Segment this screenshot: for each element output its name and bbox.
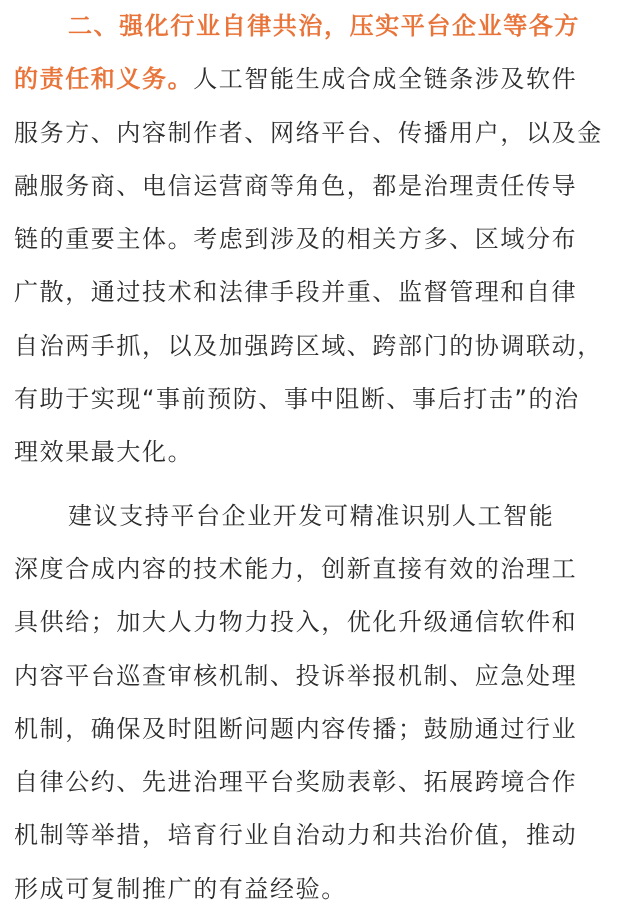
paragraph-1-line-9: 理效果最大化。 bbox=[14, 438, 194, 467]
paragraph-1-line-2-text: 人工智能生成合成全链条涉及软件 bbox=[193, 65, 578, 94]
paragraph-1-line-6: 广散，通过技术和法律手段并重、监督管理和自律 bbox=[14, 278, 578, 307]
paragraph-2-line-2: 深度合成内容的技术能力，创新直接有效的治理工 bbox=[14, 554, 578, 583]
paragraph-1-line-3: 服务方、内容制作者、网络平台、传播用户，以及金 bbox=[14, 118, 603, 147]
paragraph-1-line-1 bbox=[14, 0, 617, 53]
section-heading-part-1: 二、强化行业自律共治，压实平台企业等各方 bbox=[68, 12, 580, 40]
paragraph-1-line-5: 链的重要主体。考虑到涉及的相关方多、区域分布 bbox=[14, 225, 578, 254]
paragraph-1-line-4: 融服务商、电信运营商等角色，都是治理责任传导 bbox=[14, 171, 578, 200]
paragraph-2-line-6: 自律公约、先进治理平台奖励表彰、拓展跨境合作 bbox=[14, 768, 578, 797]
article-body bbox=[14, 0, 617, 916]
paragraph-2-line-3: 具供给；加大人力物力投入，优化升级通信软件和 bbox=[14, 608, 578, 637]
paragraph-1-line-7: 自治两手抓，以及加强跨区域、跨部门的协调联动， bbox=[14, 331, 603, 360]
paragraph-1-line-8: 有助于实现“事前预防、事中阻断、事后打击”的治 bbox=[14, 385, 580, 414]
paragraph-2-line-8: 形成可复制推广的有益经验。 bbox=[14, 874, 347, 903]
paragraph-2-line-5: 机制，确保及时阻断问题内容传播；鼓励通过行业 bbox=[14, 714, 578, 743]
paragraph-2 bbox=[14, 490, 617, 916]
paragraph-2-line-4: 内容平台巡查审核机制、投诉举报机制、应急处理 bbox=[14, 661, 578, 690]
paragraph-1-line-2 bbox=[14, 53, 617, 106]
section-heading-part-2: 的责任和义务。 bbox=[14, 65, 194, 94]
paragraph-1 bbox=[14, 0, 617, 480]
paragraph-2-line-7: 机制等举措，培育行业自治动力和共治价值，推动 bbox=[14, 821, 578, 850]
paragraph-2-line-1: 建议支持平台企业开发可精准识别人工智能 bbox=[68, 501, 555, 530]
